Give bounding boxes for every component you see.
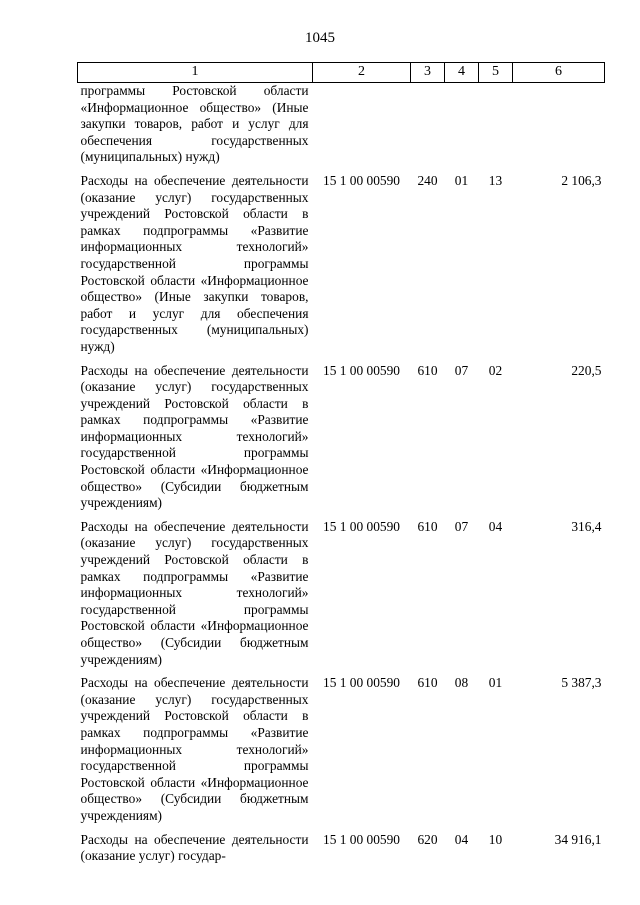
- budget-table: [77, 62, 605, 872]
- row-target-code: 15 1 00 00590: [323, 675, 400, 691]
- row-target-code: 15 1 00 00590: [323, 518, 400, 534]
- row-description: Расходы на обеспечение деятельности (оказание услуг) государственных учреждений Ростовской области в рамках подпрограммы «Развитие информационных технологий» государственной программы Ростовской области «Информационное общество» (Субсидии бюджетным учреждениям): [80, 518, 309, 667]
- row-amount: 220,5: [571, 362, 602, 378]
- row-description: Расходы на обеспечение деятельности (оказание услуг) государственных учреждений Ростовской области в рамках подпрограммы «Развитие информационных технологий» государственной программы Ростовской области «Информационное общество» (Иные закупки товаров, работ и услуг для обеспечения государственных (муниципальных) нужд): [80, 172, 309, 354]
- row-amount: 316,4: [571, 518, 602, 534]
- row-expense-type: 610: [417, 362, 438, 378]
- row-subsection: 02: [488, 362, 503, 378]
- row-section: 01: [454, 172, 469, 188]
- row-amount: 2 106,3: [561, 172, 602, 188]
- column-header-2: 2: [313, 63, 411, 83]
- row-section: 08: [454, 675, 469, 691]
- row-subsection: [479, 83, 513, 173]
- row-description: Расходы на обеспечение деятельности (оказание услуг) государственных учреждений Ростовской области в рамках подпрограммы «Развитие информационных технологий» государственной программы Ростовской области «Информационное общество» (Субсидии бюджетным учреждениям): [80, 675, 309, 823]
- table-row: [78, 173, 605, 363]
- row-target-code: 15 1 00 00590: [323, 831, 400, 847]
- row-expense-type: 610: [417, 675, 438, 691]
- row-description: Расходы на обеспечение деятельности (оказание услуг) государ-: [80, 831, 309, 864]
- column-header-3: 3: [411, 63, 445, 83]
- column-header-1: 1: [78, 63, 313, 83]
- row-section: [445, 83, 479, 173]
- row-subsection: 10: [488, 831, 503, 847]
- column-header-6: 6: [513, 63, 605, 83]
- table-row: [78, 83, 605, 173]
- row-subsection: 01: [488, 675, 503, 691]
- row-subsection: 13: [488, 172, 503, 188]
- row-expense-type: 240: [417, 172, 438, 188]
- row-target-code: [313, 83, 411, 173]
- row-target-code: 15 1 00 00590: [323, 362, 400, 378]
- column-header-5: 5: [479, 63, 513, 83]
- row-expense-type: 610: [417, 518, 438, 534]
- row-subsection: 04: [488, 518, 503, 534]
- row-amount: 34 916,1: [554, 831, 602, 847]
- row-amount: [513, 83, 605, 173]
- row-section: 04: [454, 831, 469, 847]
- page-number: 1045: [305, 30, 335, 46]
- row-expense-type: [411, 83, 445, 173]
- table-header-row: [78, 63, 605, 83]
- row-target-code: 15 1 00 00590: [323, 172, 400, 188]
- row-amount: 5 387,3: [561, 675, 602, 691]
- row-description: программы Ростовской области «Информационное общество» (Иные закупки товаров, работ и услуг для обеспечения государственных (муниципальных) нужд): [80, 83, 309, 165]
- row-section: 07: [454, 518, 469, 534]
- table-row: [78, 832, 605, 872]
- row-expense-type: 620: [417, 831, 438, 847]
- column-header-4: 4: [445, 63, 479, 83]
- table-row: [78, 363, 605, 519]
- row-description: Расходы на обеспечение деятельности (оказание услуг) государственных учреждений Ростовской области в рамках подпрограммы «Развитие информационных технологий» государственной программы Ростовской области «Информационное общество» (Субсидии бюджетным учреждениям): [80, 362, 309, 511]
- table-row: [78, 519, 605, 675]
- table-row: [78, 675, 605, 831]
- row-section: 07: [454, 362, 469, 378]
